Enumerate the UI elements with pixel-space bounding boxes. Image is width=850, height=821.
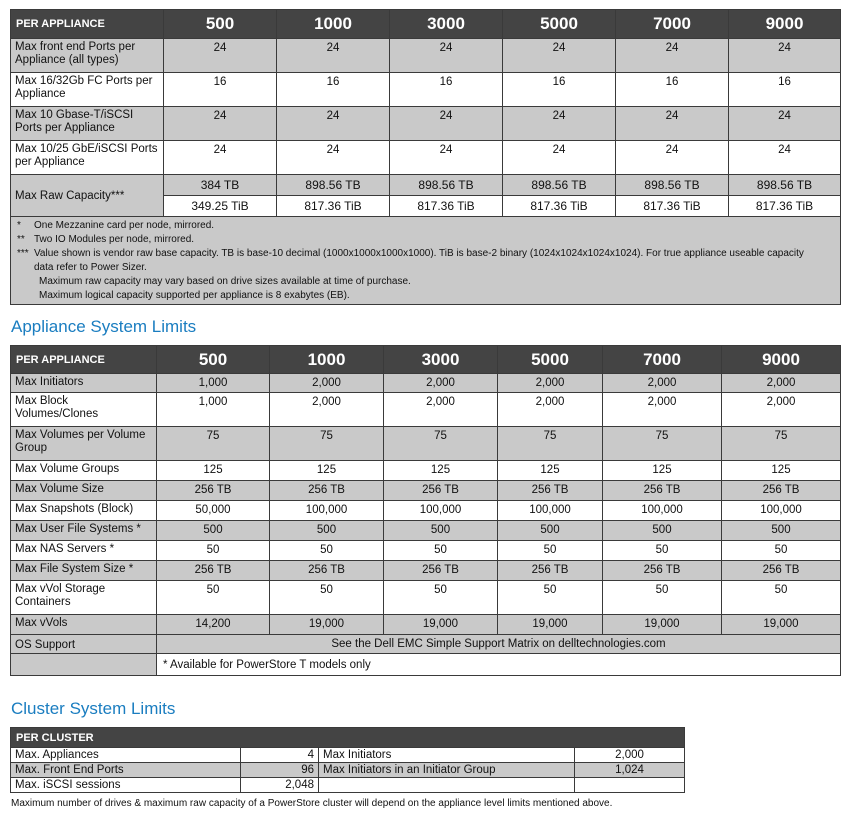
cell-value: 2,000	[384, 374, 498, 393]
cell-value: 256 TB	[270, 481, 384, 501]
footnote-mark: **	[17, 234, 25, 245]
row-label: Max Initiators in an Initiator Group	[319, 763, 575, 778]
footnote-row	[11, 654, 841, 676]
model-header: 1000	[270, 346, 384, 374]
cell-value: 75	[722, 427, 841, 461]
row-label: Max Block Volumes/Clones	[11, 393, 157, 427]
cell-value: 125	[498, 461, 603, 481]
table-row	[11, 521, 841, 541]
table-row	[11, 541, 841, 561]
cell-value: 24	[616, 39, 729, 73]
row-label: Max vVol Storage Containers	[11, 581, 157, 615]
cell-value: 817.36 TiB	[503, 196, 616, 217]
table-row	[11, 461, 841, 481]
cell-value: 24	[390, 39, 503, 73]
cell-value: 100,000	[498, 501, 603, 521]
cell-value: 16	[616, 73, 729, 107]
cell-value: 24	[390, 107, 503, 141]
cell-value: 50	[603, 541, 722, 561]
cell-value: 19,000	[270, 615, 384, 635]
model-header: 5000	[498, 346, 603, 374]
cell-value: 24	[390, 141, 503, 175]
cell-value: 50	[722, 541, 841, 561]
table-row	[11, 748, 685, 763]
row-label: Max. Front End Ports	[11, 763, 241, 778]
row-label: Max vVols	[11, 615, 157, 635]
cell-value: 1,000	[157, 374, 270, 393]
cell-value: 2,048	[241, 778, 319, 793]
cell-value: 24	[277, 39, 390, 73]
cell-value: 256 TB	[498, 481, 603, 501]
cell-value: 24	[164, 107, 277, 141]
cell-value: 2,000	[722, 374, 841, 393]
cell-value: 500	[384, 521, 498, 541]
os-support-row	[11, 635, 841, 654]
cell-value: 16	[503, 73, 616, 107]
cell-value: 2,000	[270, 374, 384, 393]
section-title-appliance-limits: Appliance System Limits	[11, 317, 197, 336]
cell-value: 50	[384, 581, 498, 615]
notes-row	[11, 217, 841, 305]
cell-value: 817.36 TiB	[390, 196, 503, 217]
table-row	[11, 393, 841, 427]
cell-value: 256 TB	[384, 561, 498, 581]
footnote-mark: *	[17, 220, 21, 231]
cell-value: 19,000	[498, 615, 603, 635]
model-header: 7000	[616, 10, 729, 39]
cell-value: 16	[164, 73, 277, 107]
footnote-mark	[17, 261, 34, 275]
cell-value: 24	[277, 141, 390, 175]
cell-value: 898.56 TB	[390, 175, 503, 196]
cell-value: 100,000	[603, 501, 722, 521]
table-row	[11, 374, 841, 393]
row-label: Max 10/25 GbE/iSCSI Ports per Appliance	[11, 141, 164, 175]
table-row	[11, 581, 841, 615]
table-row	[11, 39, 841, 73]
row-label: Max NAS Servers *	[11, 541, 157, 561]
os-support-text: See the Dell EMC Simple Support Matrix on delltechnologies.com	[157, 635, 841, 654]
cell-value: 384 TB	[164, 175, 277, 196]
cell-value: 256 TB	[722, 481, 841, 501]
cell-value: 256 TB	[498, 561, 603, 581]
row-label: Max front end Ports per Appliance (all types)	[11, 39, 164, 73]
footnote-text: data refer to Power Sizer.	[34, 262, 147, 273]
cell-value: 75	[270, 427, 384, 461]
model-header: 5000	[503, 10, 616, 39]
footnote	[17, 247, 834, 261]
row-label	[319, 778, 575, 793]
cell-value: 898.56 TB	[503, 175, 616, 196]
cell-value: 50,000	[157, 501, 270, 521]
cell-value: 19,000	[603, 615, 722, 635]
cell-value: 16	[729, 73, 841, 107]
cell-value	[575, 778, 685, 793]
row-label: OS Support	[11, 635, 157, 654]
cell-value: 125	[270, 461, 384, 481]
empty-cell	[11, 654, 157, 676]
appliance-limits-table	[10, 345, 841, 676]
cell-value: 24	[729, 107, 841, 141]
model-header: 500	[164, 10, 277, 39]
table-header-row	[11, 728, 685, 748]
row-label: Max Volume Groups	[11, 461, 157, 481]
footnotes	[11, 217, 841, 305]
cell-value: 256 TB	[722, 561, 841, 581]
cell-value: 16	[390, 73, 503, 107]
row-label: Max Volumes per Volume Group	[11, 427, 157, 461]
footnote	[17, 261, 834, 275]
cell-value: 817.36 TiB	[729, 196, 841, 217]
cell-value: 256 TB	[157, 561, 270, 581]
cell-value: 50	[384, 541, 498, 561]
cell-value: 500	[603, 521, 722, 541]
cell-value: 2,000	[575, 748, 685, 763]
cell-value: 4	[241, 748, 319, 763]
cell-value: 256 TB	[157, 481, 270, 501]
cell-value: 1,000	[157, 393, 270, 427]
cell-value: 24	[503, 141, 616, 175]
cell-value: 125	[603, 461, 722, 481]
table-footnote: * Available for PowerStore T models only	[157, 654, 841, 676]
cell-value: 125	[722, 461, 841, 481]
cell-value: 500	[157, 521, 270, 541]
cell-value: 500	[498, 521, 603, 541]
cell-value: 50	[157, 541, 270, 561]
row-label: Max Volume Size	[11, 481, 157, 501]
cell-value: 256 TB	[603, 481, 722, 501]
footnote-text: Two IO Modules per node, mirrored.	[34, 234, 195, 245]
footnote-extra: Maximum raw capacity may vary based on drive sizes available at time of purchase.	[39, 276, 411, 287]
cell-value: 256 TB	[603, 561, 722, 581]
cell-value: 2,000	[498, 393, 603, 427]
cell-value: 24	[277, 107, 390, 141]
cell-value: 24	[729, 39, 841, 73]
cell-value: 19,000	[384, 615, 498, 635]
footnote-text: One Mezzanine card per node, mirrored.	[34, 220, 215, 231]
cell-value: 1,024	[575, 763, 685, 778]
footnote-text: Value shown is vendor raw base capacity. TB is base-10 decimal (1000x1000x1000x1000). TiB is base-2 binary (1024x1024x1024x1024). For true appliance useable capacity	[34, 248, 804, 259]
cell-value: 898.56 TB	[277, 175, 390, 196]
row-label: Max Raw Capacity***	[11, 175, 164, 217]
cell-value: 24	[616, 141, 729, 175]
cell-value: 50	[157, 581, 270, 615]
cell-value: 50	[498, 581, 603, 615]
cell-value: 96	[241, 763, 319, 778]
cell-value: 100,000	[270, 501, 384, 521]
cell-value: 75	[498, 427, 603, 461]
footnote	[17, 233, 834, 247]
cell-value: 50	[603, 581, 722, 615]
table-row	[11, 141, 841, 175]
table-row	[11, 501, 841, 521]
model-header: 9000	[722, 346, 841, 374]
row-label: Max Snapshots (Block)	[11, 501, 157, 521]
cell-value: 24	[164, 39, 277, 73]
cell-value: 500	[270, 521, 384, 541]
cell-value: 19,000	[722, 615, 841, 635]
footer-note: Maximum number of drives & maximum raw capacity of a PowerStore cluster will depend on the appliance level limits mentioned above.	[11, 798, 613, 809]
cluster-limits-table	[10, 727, 685, 793]
row-label: Max File System Size *	[11, 561, 157, 581]
table-row	[11, 778, 685, 793]
row-label: Max. iSCSI sessions	[11, 778, 241, 793]
row-label: Max Initiators	[11, 374, 157, 393]
cell-value: 817.36 TiB	[277, 196, 390, 217]
cell-value: 50	[722, 581, 841, 615]
cell-value: 24	[503, 107, 616, 141]
cell-value: 14,200	[157, 615, 270, 635]
cell-value: 125	[384, 461, 498, 481]
footnote	[17, 219, 834, 233]
header-label: PER APPLIANCE	[11, 10, 164, 39]
cell-value: 2,000	[722, 393, 841, 427]
cell-value: 2,000	[603, 374, 722, 393]
row-label: Max 10 Gbase-T/iSCSI Ports per Appliance	[11, 107, 164, 141]
cell-value: 256 TB	[270, 561, 384, 581]
cell-value: 24	[729, 141, 841, 175]
table-row	[11, 73, 841, 107]
table-row	[11, 481, 841, 501]
table-row	[11, 763, 685, 778]
cell-value: 24	[503, 39, 616, 73]
cell-value: 2,000	[384, 393, 498, 427]
model-header: 7000	[603, 346, 722, 374]
cell-value: 2,000	[603, 393, 722, 427]
cell-value: 898.56 TB	[616, 175, 729, 196]
cell-value: 75	[384, 427, 498, 461]
header-label: PER APPLIANCE	[11, 346, 157, 374]
cell-value: 100,000	[722, 501, 841, 521]
cell-value: 50	[498, 541, 603, 561]
table-row	[11, 427, 841, 461]
footnote-extra: Maximum logical capacity supported per appliance is 8 exabytes (EB).	[39, 290, 350, 301]
model-header: 3000	[384, 346, 498, 374]
cell-value: 24	[164, 141, 277, 175]
raw-capacity-tb-row	[11, 175, 841, 196]
row-label: Max User File Systems *	[11, 521, 157, 541]
appliance-ports-table	[10, 9, 841, 305]
cell-value: 125	[157, 461, 270, 481]
cell-value: 75	[157, 427, 270, 461]
header-label: PER CLUSTER	[11, 728, 685, 748]
cell-value: 16	[277, 73, 390, 107]
table-header-row	[11, 10, 841, 39]
cell-value: 24	[616, 107, 729, 141]
cell-value: 256 TB	[384, 481, 498, 501]
cell-value: 2,000	[270, 393, 384, 427]
row-label: Max Initiators	[319, 748, 575, 763]
model-header: 3000	[390, 10, 503, 39]
row-label: Max 16/32Gb FC Ports per Appliance	[11, 73, 164, 107]
footnote-mark: ***	[17, 248, 29, 259]
cell-value: 817.36 TiB	[616, 196, 729, 217]
cell-value: 75	[603, 427, 722, 461]
model-header: 1000	[277, 10, 390, 39]
cell-value: 898.56 TB	[729, 175, 841, 196]
row-label: Max. Appliances	[11, 748, 241, 763]
cell-value: 50	[270, 541, 384, 561]
cell-value: 500	[722, 521, 841, 541]
cell-value: 100,000	[384, 501, 498, 521]
table-row	[11, 615, 841, 635]
model-header: 9000	[729, 10, 841, 39]
section-title-cluster-limits: Cluster System Limits	[11, 699, 176, 718]
model-header: 500	[157, 346, 270, 374]
cell-value: 349.25 TiB	[164, 196, 277, 217]
cell-value: 2,000	[498, 374, 603, 393]
table-row	[11, 107, 841, 141]
table-header-row	[11, 346, 841, 374]
table-row	[11, 561, 841, 581]
cell-value: 50	[270, 581, 384, 615]
